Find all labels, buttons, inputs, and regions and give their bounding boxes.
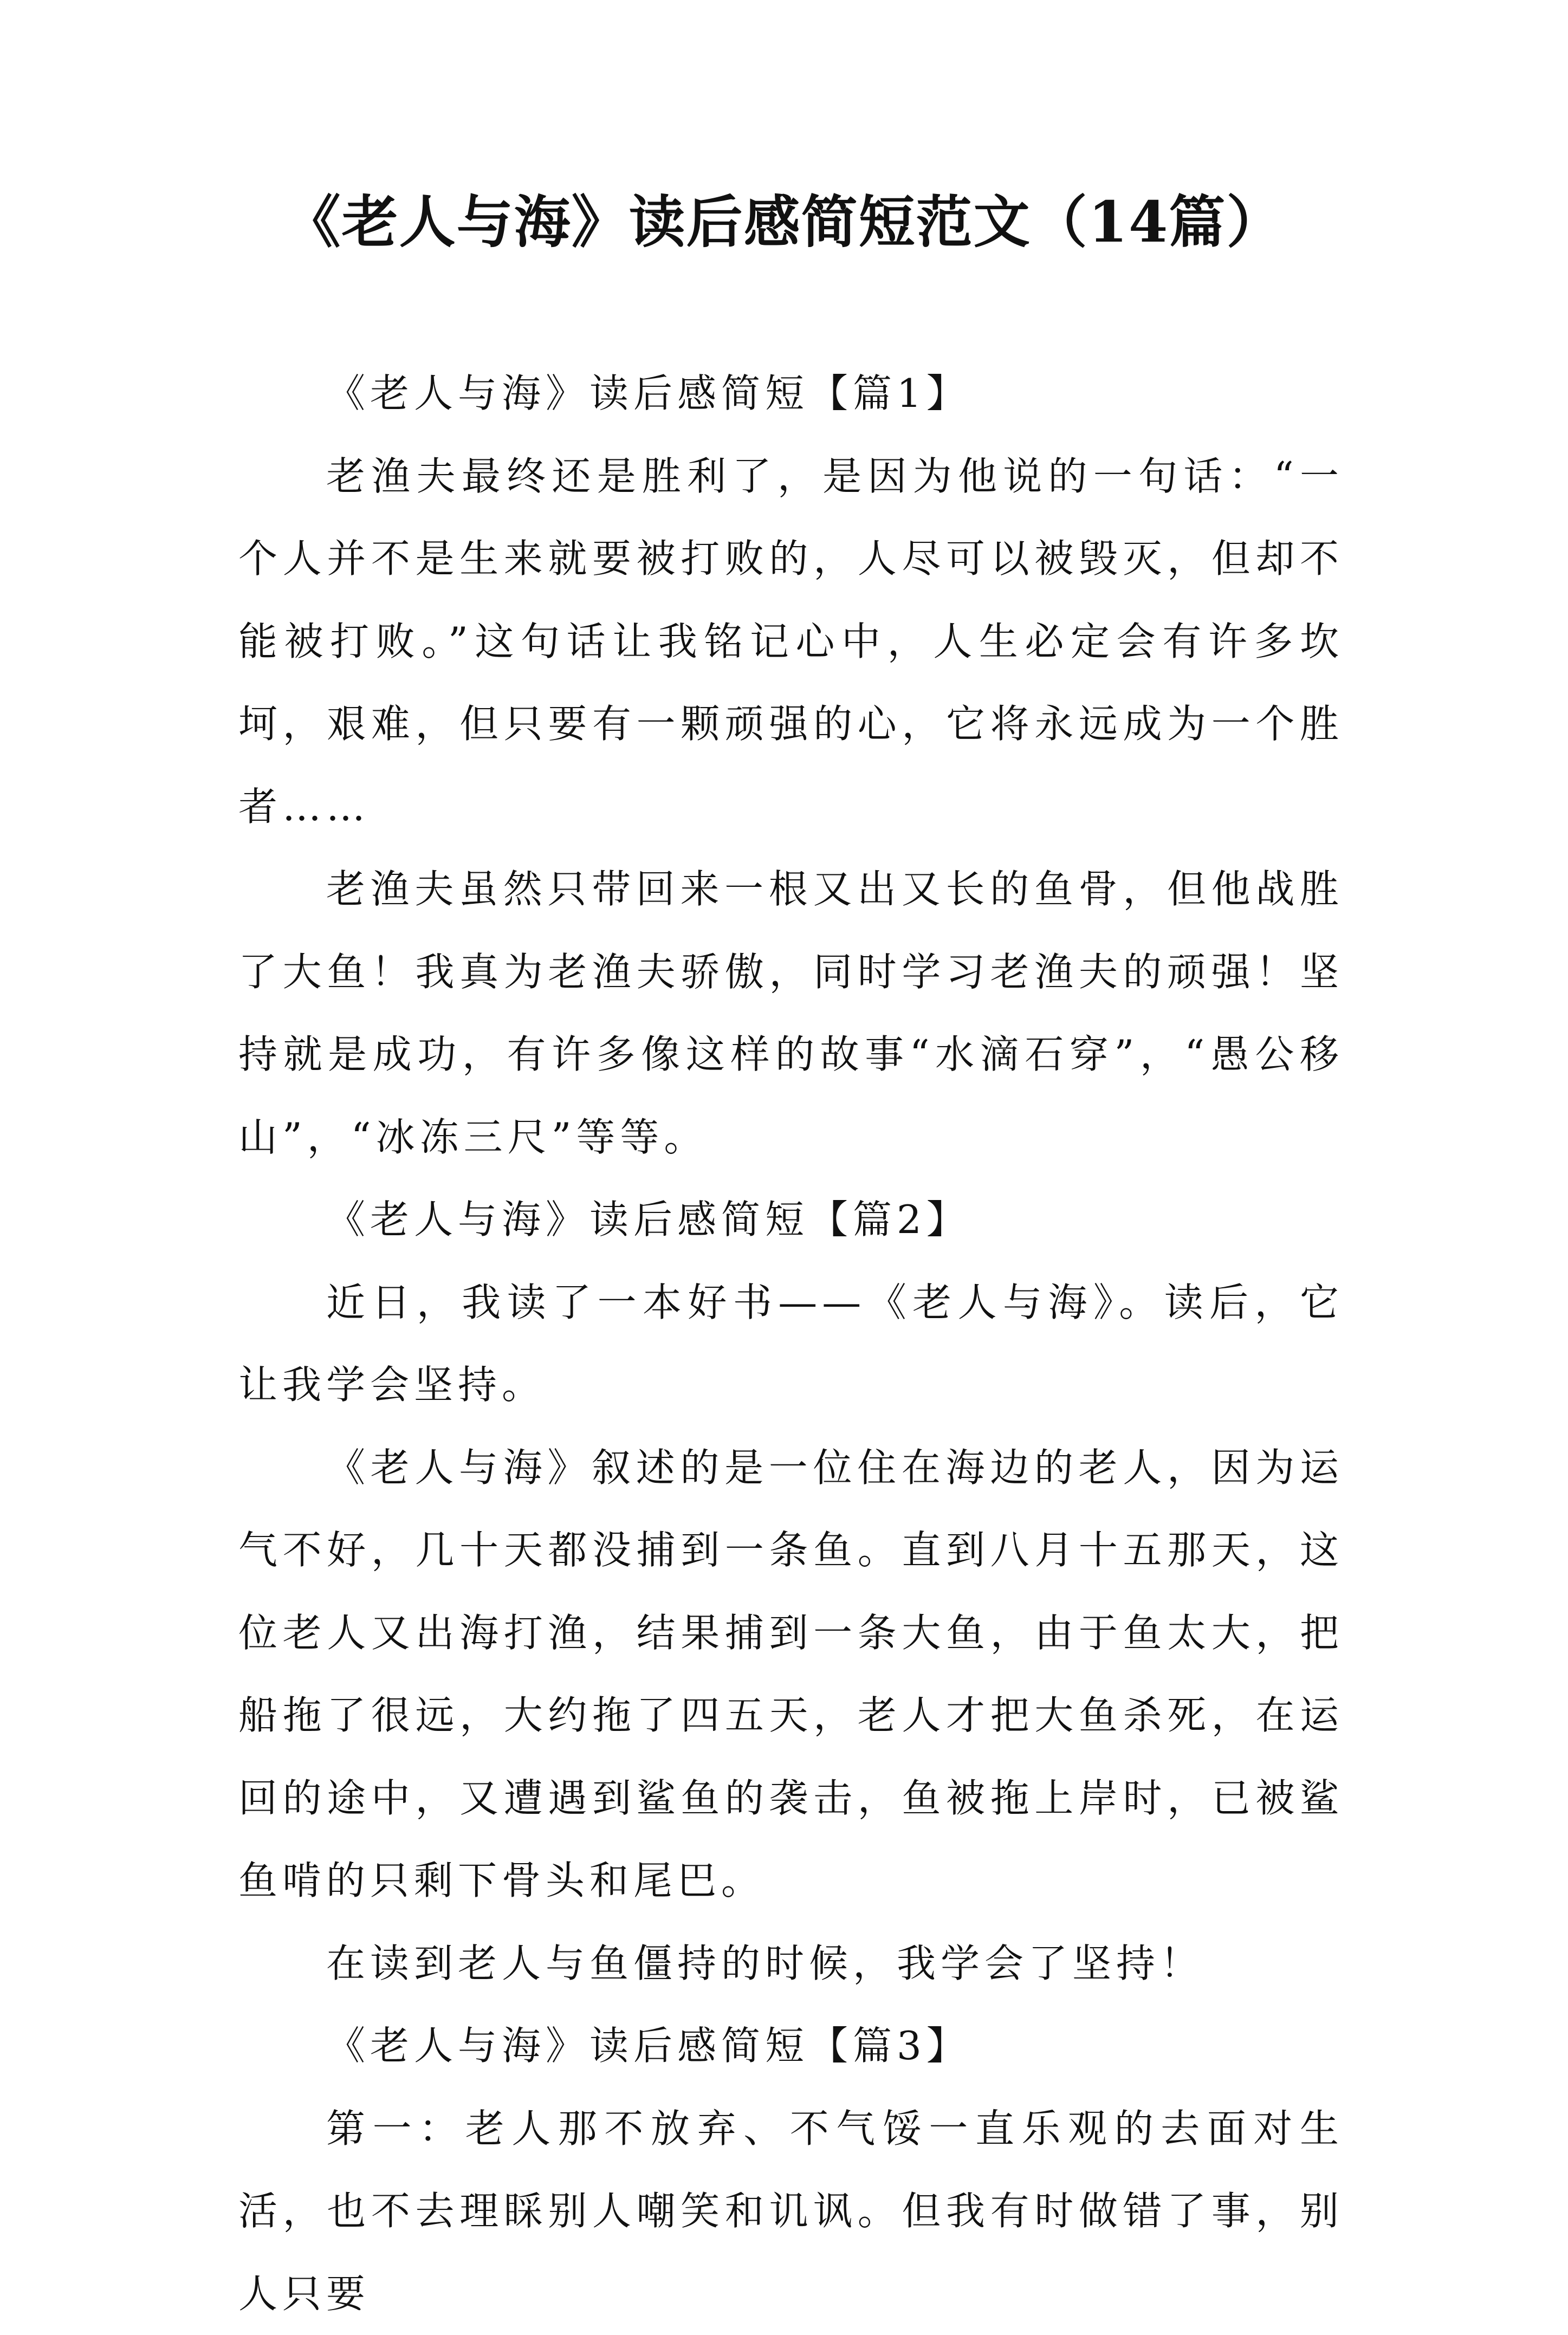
- paragraph: 《老人与海》叙述的是一位住在海边的老人，因为运气不好，几十天都没捕到一条鱼。直到八月十五那天，这位老人又出海打渔，结果捕到一条大鱼，由于鱼太大，把船拖了很远，大约拖了四五天，老人才把大鱼杀死，在运回的途中，又遭遇到鲨鱼的袭击，鱼被拖上岸时，已被鲨鱼啃的只剩下骨头和尾巴。: [238, 1426, 1344, 1922]
- paragraph: 近日，我读了一本好书——《老人与海》。读后，它让我学会坚持。: [238, 1261, 1344, 1426]
- document-body: [238, 352, 1344, 2335]
- section-heading-2: 《老人与海》读后感简短【篇2】: [238, 1178, 1344, 1261]
- paragraph: 在读到老人与鱼僵持的时候，我学会了坚持！: [238, 1922, 1344, 2005]
- section-heading-3: 《老人与海》读后感简短【篇3】: [238, 2005, 1344, 2087]
- section-heading-1: 《老人与海》读后感简短【篇1】: [238, 352, 1344, 435]
- paragraph: 老渔夫最终还是胜利了，是因为他说的一句话：“一个人并不是生来就要被打败的，人尽可以被毁灭，但却不能被打败。”这句话让我铭记心中，人生必定会有许多坎坷，艰难，但只要有一颗顽强的心，它将永远成为一个胜者……: [238, 435, 1344, 848]
- paragraph: 老渔夫虽然只带回来一根又出又长的鱼骨，但他战胜了大鱼！我真为老渔夫骄傲，同时学习老渔夫的顽强！坚持就是成功，有许多像这样的故事“水滴石穿”，“愚公移山”，“冰冻三尺”等等。: [238, 848, 1344, 1178]
- document-title: 《老人与海》读后感简短范文（14篇）: [0, 187, 1568, 257]
- paragraph: 第一：老人那不放弃、不气馁一直乐观的去面对生活，也不去理睬别人嘲笑和讥讽。但我有时做错了事，别人只要: [238, 2087, 1344, 2335]
